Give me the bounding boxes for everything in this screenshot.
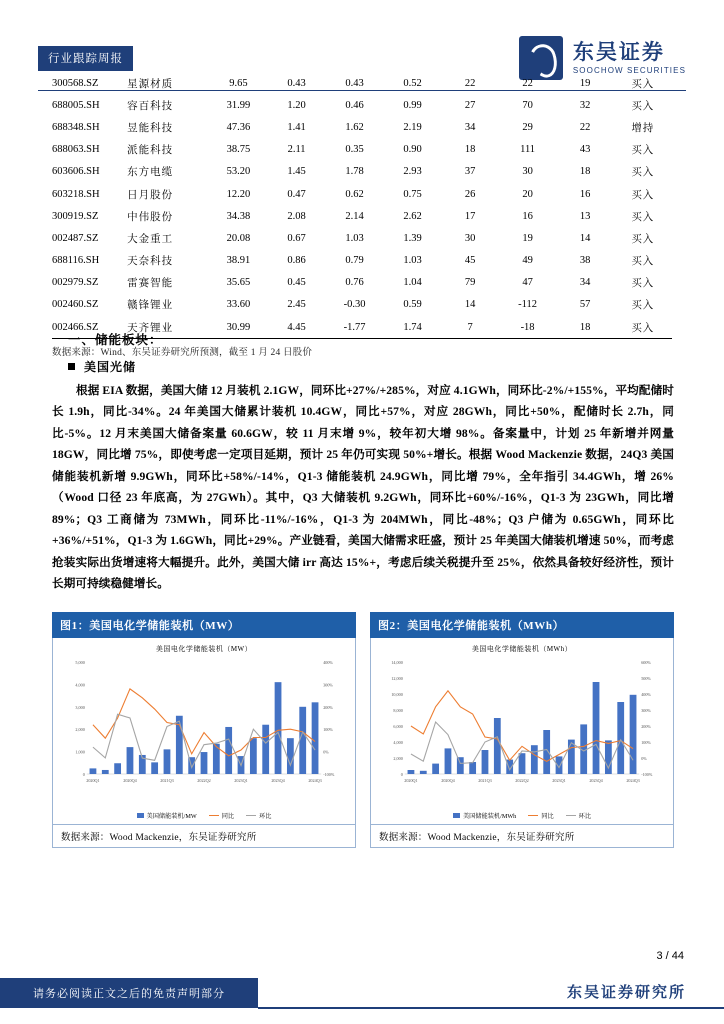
legend-key-bars: 美国储能装机/MW (137, 811, 197, 820)
svg-text:200%: 200% (641, 723, 651, 730)
cell-eps-3: 1.04 (403, 277, 422, 289)
footer-disclaimer: 请务必阅读正文之后的免责声明部分 (0, 978, 258, 1008)
cell-code: 002487.SZ (52, 232, 99, 244)
svg-text:2023Q4: 2023Q4 (589, 777, 603, 784)
footer-divider (258, 1007, 724, 1009)
table-row (52, 72, 672, 94)
figure-1-chart (52, 638, 356, 825)
svg-text:8,000: 8,000 (393, 707, 403, 714)
cell-eps-1: 0.43 (287, 77, 306, 89)
cell-price: 35.65 (226, 277, 251, 289)
svg-text:2020Q1: 2020Q1 (86, 777, 100, 784)
svg-text:6,000: 6,000 (393, 723, 403, 730)
cell-pe-3: 57 (579, 299, 591, 311)
table-row (52, 94, 672, 116)
cell-rating: 买入 (631, 256, 655, 268)
cell-rating: 买入 (631, 233, 655, 245)
svg-text:100%: 100% (323, 727, 333, 733)
cell-eps-2: 2.14 (345, 210, 364, 222)
cell-pe-3: 19 (579, 77, 591, 89)
svg-text:1,000: 1,000 (75, 749, 85, 755)
cell-code: 688063.SH (52, 144, 100, 156)
svg-text:-100%: -100% (323, 771, 335, 778)
stock-valuation-table (52, 72, 672, 358)
cell-pe-1: 17 (464, 210, 476, 222)
cell-pe-1: 37 (464, 166, 476, 178)
cell-pe-3: 18 (579, 321, 591, 333)
cell-eps-3: 2.93 (403, 166, 422, 178)
cell-eps-1: 2.08 (287, 210, 306, 222)
legend-key-qoq: 环比 (566, 811, 591, 820)
cell-eps-3: 2.62 (403, 210, 422, 222)
cell-eps-2: 0.62 (345, 188, 364, 200)
cell-name: 中伟股份 (127, 211, 174, 223)
figure-1-plot (53, 656, 355, 796)
svg-text:300%: 300% (323, 682, 333, 688)
table-row (52, 205, 672, 227)
cell-pe-2: 20 (522, 188, 533, 200)
cell-pe-2: 22 (522, 77, 533, 89)
svg-text:200%: 200% (323, 704, 333, 710)
cell-pe-2: 16 (522, 210, 533, 222)
cell-price: 30.99 (226, 321, 251, 333)
cell-pe-3: 43 (579, 144, 591, 156)
cell-pe-2: -112 (518, 299, 537, 311)
svg-text:500%: 500% (641, 675, 651, 682)
cell-eps-1: 0.45 (287, 277, 306, 289)
cell-eps-2: 1.78 (345, 166, 364, 178)
cell-pe-1: 26 (464, 188, 476, 200)
cell-rating: 买入 (631, 322, 655, 334)
cell-pe-2: 30 (522, 166, 533, 178)
svg-text:2023Q1: 2023Q1 (234, 777, 248, 784)
cell-price: 38.91 (226, 255, 251, 267)
svg-text:600%: 600% (641, 659, 651, 666)
svg-text:2021Q3: 2021Q3 (160, 777, 174, 784)
cell-pe-1: 7 (467, 321, 473, 333)
svg-text:2023Q1: 2023Q1 (552, 777, 566, 784)
table-row (52, 294, 672, 316)
figure-1-legend (53, 811, 355, 820)
cell-eps-2: -1.77 (343, 321, 366, 333)
cell-eps-2: 1.62 (345, 121, 364, 133)
brand-name-en: SOOCHOW SECURITIES (572, 65, 686, 75)
square-bullet-icon (68, 363, 75, 370)
cell-pe-2: 49 (522, 255, 533, 267)
cell-code: 300919.SZ (52, 210, 99, 222)
cell-rating: 买入 (631, 189, 655, 201)
cell-eps-2: 1.03 (345, 232, 364, 244)
cell-rating: 买入 (631, 78, 655, 90)
cell-eps-2: 0.79 (345, 255, 364, 267)
cell-eps-3: 1.03 (403, 255, 422, 267)
cell-code: 300568.SZ (52, 77, 99, 89)
page-footer (0, 978, 724, 1008)
table-source-note: 数据来源：Wind、东吴证券研究所预测，截至 1 月 24 日股价 (52, 348, 313, 359)
svg-text:10,000: 10,000 (391, 691, 403, 698)
table-row (52, 183, 672, 205)
cell-rating: 买入 (631, 100, 655, 112)
cell-code: 688348.SH (52, 121, 100, 133)
cell-code: 603218.SH (52, 188, 100, 200)
cell-price: 47.36 (226, 121, 251, 133)
cell-eps-2: -0.30 (343, 299, 366, 311)
legend-key-yoy: 同比 (528, 811, 553, 820)
legend-key-qoq: 环比 (246, 811, 271, 820)
cell-pe-1: 27 (464, 99, 476, 111)
svg-text:4,000: 4,000 (393, 739, 403, 746)
cell-pe-3: 14 (579, 232, 591, 244)
cell-name: 日月股份 (127, 189, 174, 201)
svg-text:2024Q3: 2024Q3 (308, 777, 322, 784)
svg-text:0%: 0% (641, 755, 647, 762)
page-header (0, 22, 724, 75)
figure-2-caption: 图2：美国电化学储能装机（MWh） (370, 612, 674, 638)
table-row (52, 161, 672, 183)
svg-text:4,000: 4,000 (75, 682, 85, 688)
cell-price: 20.08 (226, 232, 251, 244)
cell-eps-3: 0.90 (403, 144, 422, 156)
cell-rating: 买入 (631, 145, 655, 157)
cell-pe-3: 32 (579, 99, 591, 111)
svg-text:0: 0 (400, 771, 403, 778)
cell-rating: 增持 (631, 122, 655, 134)
cell-pe-2: 47 (522, 277, 533, 289)
cell-pe-2: 19 (522, 232, 533, 244)
cell-price: 12.20 (226, 188, 251, 200)
svg-text:400%: 400% (323, 659, 333, 666)
cell-price: 38.75 (226, 144, 251, 156)
svg-text:2020Q1: 2020Q1 (404, 777, 418, 784)
cell-name: 星源材质 (127, 78, 174, 90)
cell-eps-2: 0.35 (345, 144, 364, 156)
cell-name: 赣锋锂业 (127, 300, 174, 312)
svg-text:100%: 100% (641, 739, 651, 746)
svg-text:0: 0 (82, 771, 85, 778)
svg-text:2020Q4: 2020Q4 (123, 777, 137, 784)
svg-text:2022Q2: 2022Q2 (515, 777, 529, 784)
cell-eps-1: 0.67 (287, 232, 306, 244)
body-paragraph: 根据 EIA 数据，美国大储 12 月装机 2.1GW，同环比+27%/+285%，对应 4.1GWh，同环比-2%/+155%，平均配储时长 1.9h，同比-34%。24 年美国大储累计装机 10.4GW，同比+57%，对应 28GWh，同比+50%，配储时长 2.7h，同比-5%。12 月末美国大储备案量 60.6GW，较 11 月末增 9%，较年初大增 98%。备案量中，计划 25 年新增并网量 18GW，同比增 75%，即使考虑一定项目延期，预计 25 年仍可实现 50%+增长。根据 Wood Mackenzie 数据，24Q3 美国储能装机新增 9.9GWh，同环比+58%/-14%，Q1-3 储能装机 24.9GWh，同比增 79%，全年指引 34.4GWh，增 26%（Wood 口径 23 年底高，为 27GWh）。其中，Q3 大储装机 9.2GWh，同环比+60%/-16%，Q1-3 为 23GWh，同比增 89%；Q3 工商储为 73MWh，同环比-11%/-16%，Q1-3 为 204MWh，同比-48%；Q3 户储为 0.65GWh，同环比+36%/+51%，Q1-3 为 1.6GWh，同比+29%。产业链看，美国大储需求旺盛，预计 25 年美国大储装机增速 50%，而考虑抢装实际出货增速将大幅提升。此外，美国大储 irr 高达 15%+，考虑后续关税提升至 25%，依然具备较好经济性，预计长期可持续稳健增长。 (52, 384, 674, 590)
svg-text:2024Q3: 2024Q3 (626, 777, 640, 784)
cell-pe-3: 18 (579, 166, 591, 178)
cell-eps-3: 0.52 (403, 77, 422, 89)
cell-eps-1: 0.86 (287, 255, 306, 267)
cell-rating: 买入 (631, 300, 655, 312)
figure-2-source: 数据来源：Wood Mackenzie，东吴证券研究所 (370, 825, 674, 848)
svg-text:2,000: 2,000 (393, 755, 403, 762)
figure-2-legend (371, 811, 673, 820)
svg-text:2,000: 2,000 (75, 727, 85, 733)
cell-pe-3: 16 (579, 188, 591, 200)
svg-text:2023Q4: 2023Q4 (271, 777, 285, 784)
cell-eps-1: 4.45 (287, 321, 306, 333)
legend-key-bars: 美国储能装机/MWh (453, 811, 516, 820)
cell-pe-3: 38 (579, 255, 591, 267)
figure-1-caption: 图1：美国电化学储能装机（MW） (52, 612, 356, 638)
cell-eps-1: 0.47 (287, 188, 306, 200)
cell-eps-3: 0.59 (403, 299, 422, 311)
cell-rating: 买入 (631, 278, 655, 290)
cell-name: 东方电缆 (127, 167, 174, 179)
legend-key-yoy: 同比 (209, 811, 234, 820)
section-heading: 一、储能板块： (68, 333, 163, 347)
table-row (52, 139, 672, 161)
cell-code: 688116.SH (52, 255, 100, 267)
cell-name: 天奈科技 (127, 256, 174, 268)
svg-text:2022Q2: 2022Q2 (197, 777, 211, 784)
figure-2-chart (370, 638, 674, 825)
cell-pe-3: 22 (579, 121, 591, 133)
cell-eps-2: 0.43 (345, 77, 364, 89)
cell-pe-1: 34 (464, 121, 476, 133)
figure-1 (52, 612, 356, 848)
cell-pe-2: 70 (522, 99, 533, 111)
cell-code: 002460.SZ (52, 299, 99, 311)
cell-pe-2: 111 (520, 144, 536, 156)
figure-2 (370, 612, 674, 848)
cell-code: 002466.SZ (52, 321, 99, 333)
cell-eps-3: 1.39 (403, 232, 422, 244)
cell-code: 688005.SH (52, 99, 100, 111)
cell-eps-3: 0.99 (403, 99, 422, 111)
figure-2-chart-title: 美国电化学储能装机（MWh） (471, 645, 573, 653)
cell-name: 雷赛智能 (127, 278, 174, 290)
cell-rating: 买入 (631, 167, 655, 179)
page-number: 3 / 44 (656, 950, 684, 962)
cell-eps-1: 2.45 (287, 299, 306, 311)
footer-brand: 东吴证券研究所 (566, 985, 686, 1001)
cell-price: 34.38 (226, 210, 251, 222)
cell-price: 9.65 (229, 77, 248, 89)
cell-pe-1: 30 (464, 232, 476, 244)
cell-name: 派能科技 (127, 145, 174, 157)
svg-text:400%: 400% (641, 691, 651, 698)
svg-text:14,000: 14,000 (391, 659, 403, 666)
cell-eps-2: 0.46 (345, 99, 364, 111)
cell-eps-3: 2.19 (403, 121, 422, 133)
cell-eps-1: 1.45 (287, 166, 306, 178)
cell-eps-3: 0.75 (403, 188, 422, 200)
figure-2-plot (371, 656, 673, 796)
cell-name: 天齐锂业 (127, 322, 174, 334)
cell-price: 33.60 (226, 299, 251, 311)
svg-text:3,000: 3,000 (75, 704, 85, 710)
cell-eps-1: 1.20 (287, 99, 306, 111)
figure-1-chart-title: 美国电化学储能装机（MW） (155, 645, 253, 653)
cell-eps-1: 2.11 (287, 144, 306, 156)
table-row (52, 116, 672, 138)
cell-pe-3: 13 (579, 210, 591, 222)
cell-pe-2: 29 (522, 121, 533, 133)
svg-text:0%: 0% (323, 749, 329, 755)
figure-1-source: 数据来源：Wood Mackenzie，东吴证券研究所 (52, 825, 356, 848)
cell-name: 大金重工 (127, 233, 174, 245)
subsection-heading (68, 358, 136, 375)
table-row (52, 272, 672, 294)
cell-eps-1: 1.41 (287, 121, 306, 133)
svg-text:-100%: -100% (641, 771, 653, 778)
cell-eps-2: 0.76 (345, 277, 364, 289)
cell-name: 昱能科技 (127, 122, 174, 134)
cell-pe-1: 22 (464, 77, 476, 89)
brand-text (573, 41, 686, 76)
cell-code: 603606.SH (52, 166, 100, 178)
cell-pe-1: 45 (464, 255, 476, 267)
subsection-heading-label: 美国光储 (84, 360, 137, 374)
svg-text:300%: 300% (641, 707, 651, 714)
table-row (52, 250, 672, 272)
brand-name-cn: 东吴证券 (572, 39, 665, 64)
cell-pe-2: -18 (520, 321, 535, 333)
cell-pe-1: 14 (464, 299, 476, 311)
table-row (52, 227, 672, 249)
cell-price: 53.20 (226, 166, 251, 178)
cell-eps-3: 1.74 (403, 321, 422, 333)
svg-text:2021Q3: 2021Q3 (478, 777, 492, 784)
svg-text:2020Q4: 2020Q4 (441, 777, 455, 784)
cell-name: 容百科技 (127, 100, 174, 112)
cell-rating: 买入 (631, 211, 655, 223)
cell-pe-1: 18 (464, 144, 476, 156)
cell-pe-3: 34 (579, 277, 591, 289)
report-type-tag: 行业跟踪周报 (38, 46, 133, 71)
cell-price: 31.99 (226, 99, 251, 111)
svg-text:12,000: 12,000 (391, 675, 403, 682)
cell-pe-1: 79 (464, 277, 476, 289)
cell-code: 002979.SZ (52, 277, 99, 289)
svg-text:5,000: 5,000 (75, 659, 85, 666)
